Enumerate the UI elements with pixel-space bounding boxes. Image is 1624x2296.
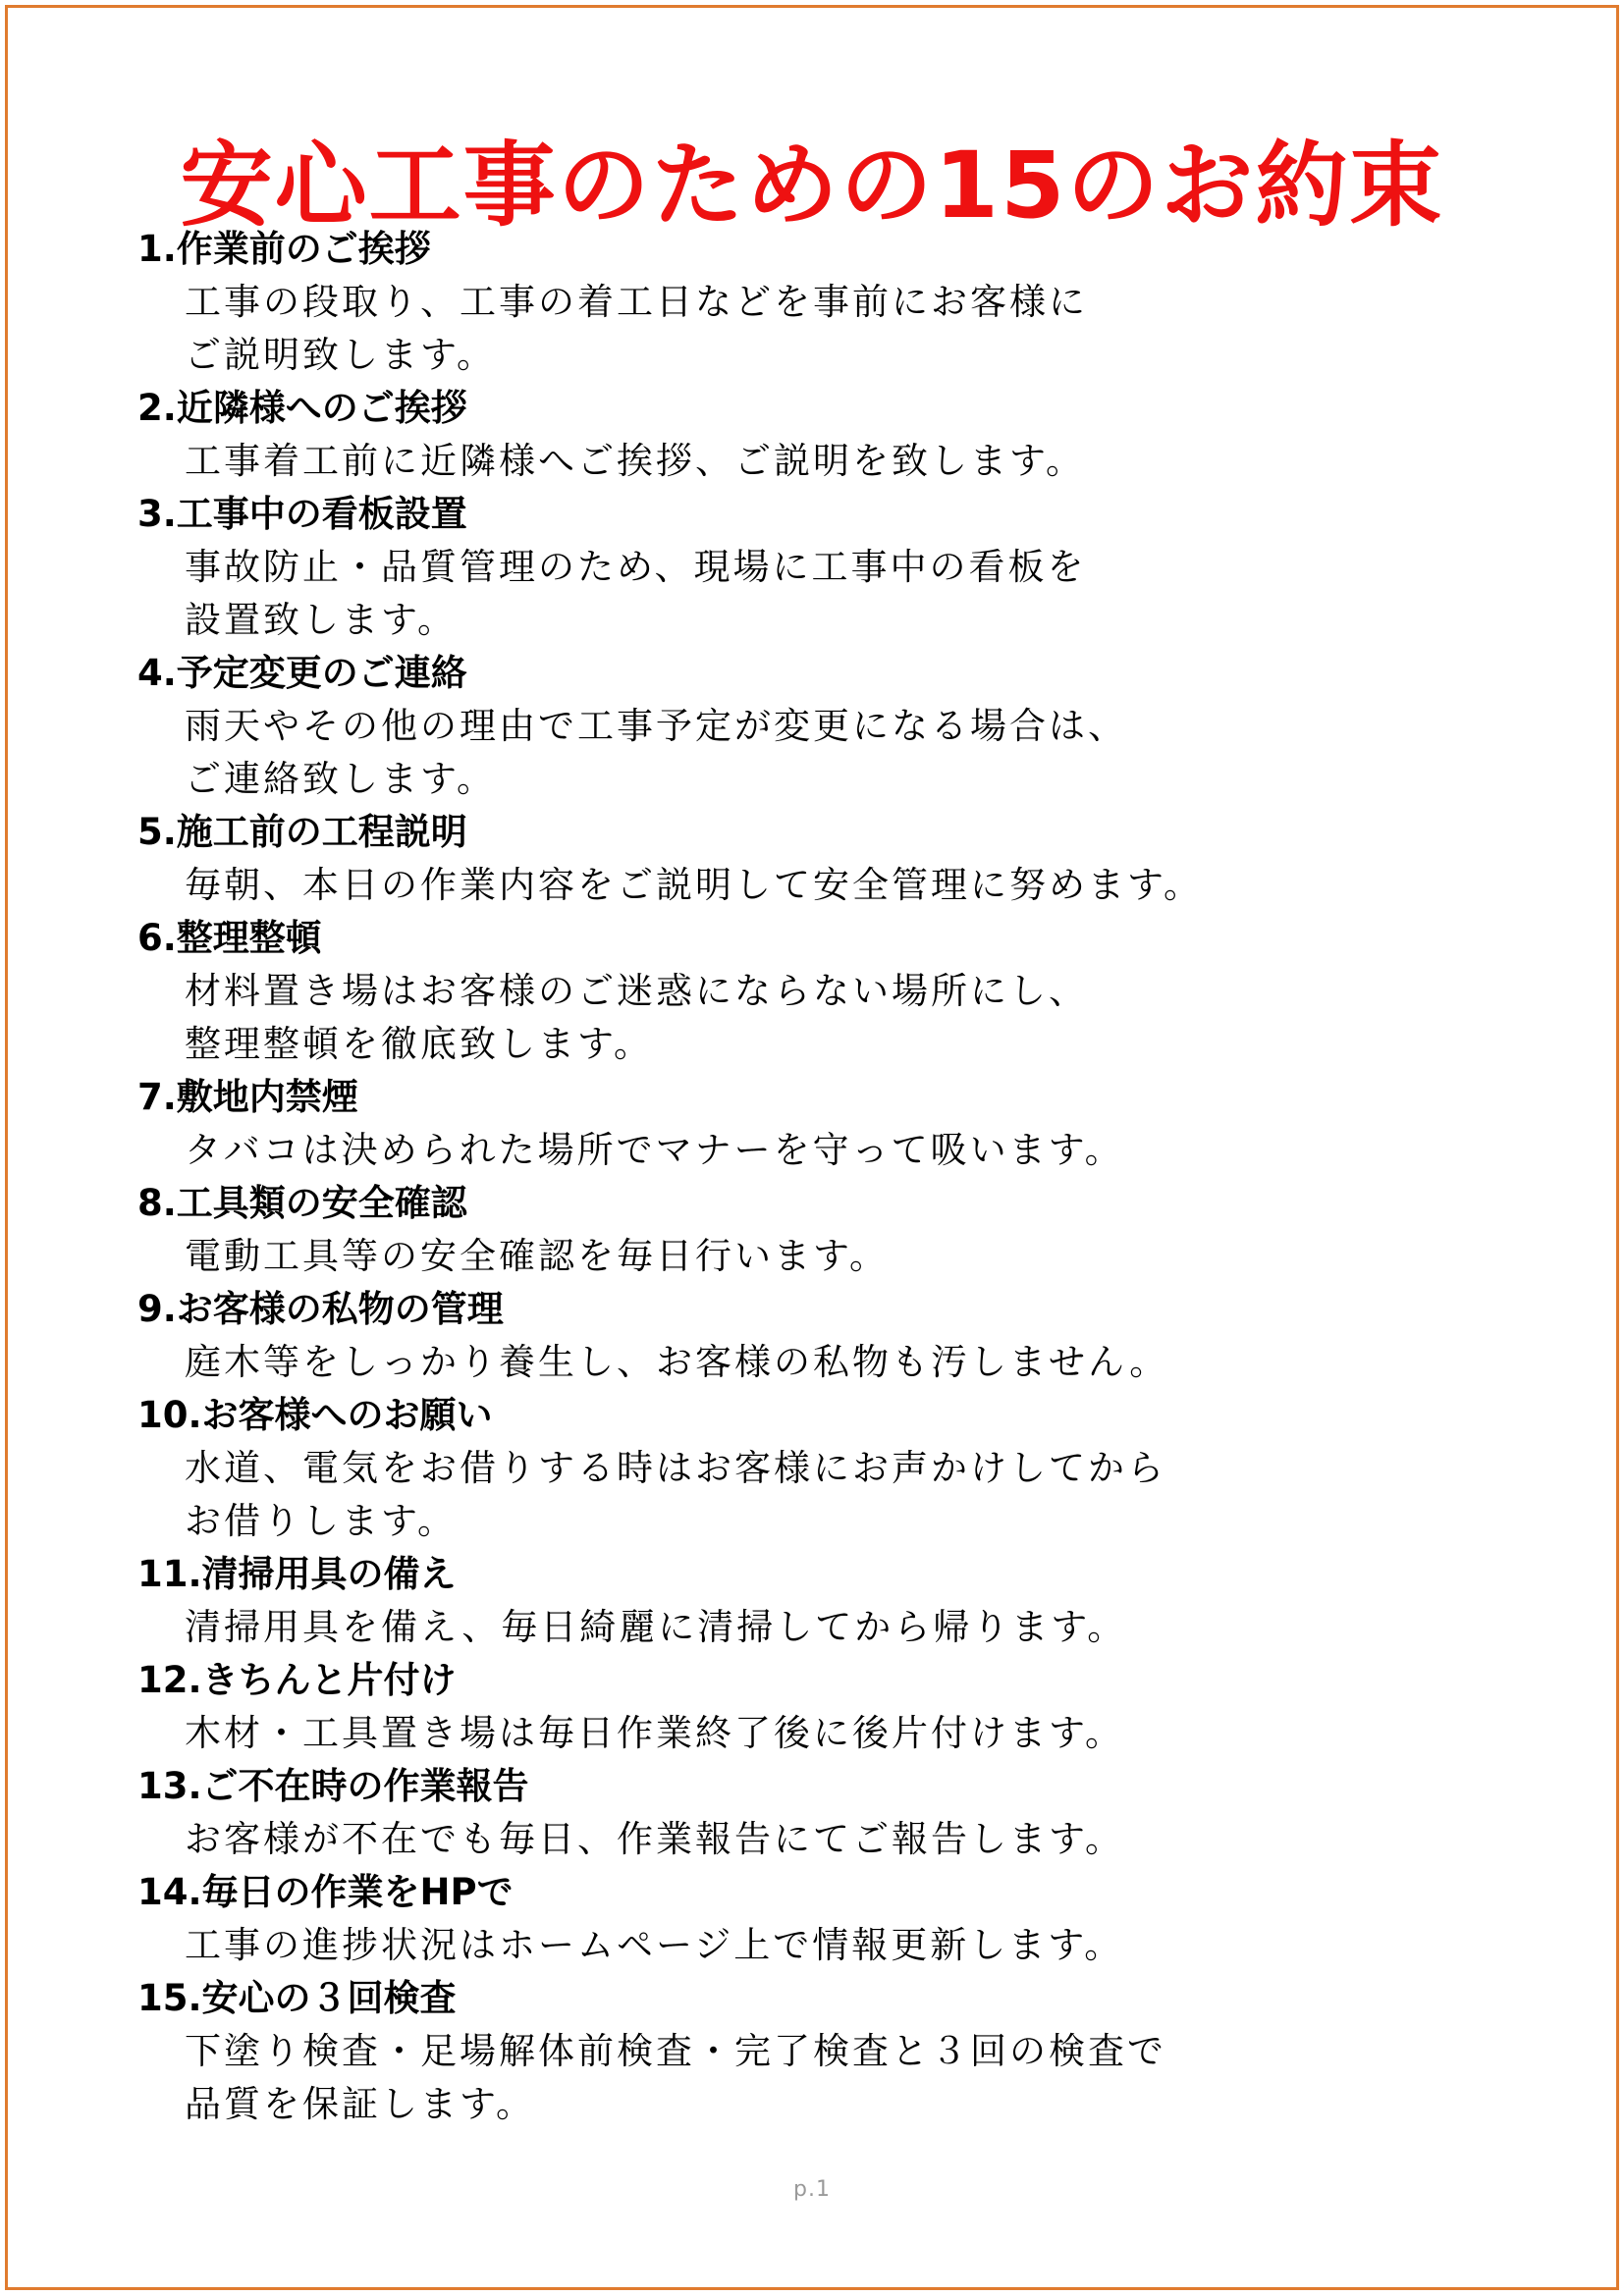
promise-description-line: 雨天やその他の理由で工事予定が変更になる場合は、	[185, 705, 1127, 747]
promise-item	[137, 1283, 1512, 1389]
promise-description-line: 工事着工前に近隣様へご挨拶、ご説明を致します。	[185, 440, 1086, 482]
promise-item	[137, 1071, 1512, 1177]
promise-item	[137, 488, 1512, 647]
promise-item	[137, 806, 1512, 912]
promise-heading: 3.工事中の看板設置	[137, 493, 467, 535]
promise-description-line: 電動工具等の安全確認を毎日行います。	[185, 1235, 890, 1277]
promise-heading: 9.お客様の私物の管理	[137, 1288, 504, 1330]
promise-heading: 14.毎日の作業をHPで	[137, 1871, 514, 1913]
promise-item	[137, 382, 1512, 488]
promise-item	[137, 223, 1512, 382]
promise-heading: 6.整理整頓	[137, 917, 322, 959]
promise-description-line: 整理整頓を徹底致します。	[185, 1023, 654, 1065]
promise-description-line: 毎朝、本日の作業内容をご説明して安全管理に努めます。	[185, 864, 1204, 906]
promise-heading: 15.安心の３回検査	[137, 1977, 457, 2019]
promise-heading: 4.予定変更のご連絡	[137, 652, 467, 694]
promise-heading: 7.敷地内禁煙	[137, 1076, 358, 1118]
page-number: p.1	[793, 2177, 831, 2202]
page-title: 安心工事のための15のお約束	[180, 132, 1444, 240]
promise-item	[137, 1866, 1512, 1972]
promise-heading: 5.施工前の工程説明	[137, 811, 467, 853]
promise-description-line: お客様が不在でも毎日、作業報告にてご報告します。	[185, 1818, 1125, 1860]
promise-heading: 12.きちんと片付け	[137, 1659, 457, 1701]
promise-description-line: 設置致します。	[185, 599, 458, 641]
promise-heading: 8.工具類の安全確認	[137, 1182, 467, 1224]
promise-item	[137, 647, 1512, 806]
promise-item	[137, 1654, 1512, 1760]
promise-heading: 13.ご不在時の作業報告	[137, 1765, 529, 1807]
promise-description-line: 工事の段取り、工事の着工日などを事前にお客様に	[185, 281, 1088, 323]
promise-description-line: ご説明致します。	[185, 334, 497, 376]
promise-description-line: 事故防止・品質管理のため、現場に工事中の看板を	[185, 546, 1087, 588]
promise-description-line: 品質を保証します。	[185, 2083, 536, 2125]
promise-list	[137, 223, 1512, 2131]
promise-description-line: 工事の進捗状況はホームページ上で情報更新します。	[185, 1924, 1124, 1966]
promise-heading: 1.作業前のご挨拶	[137, 228, 431, 270]
promise-description-line: ご連絡致します。	[185, 758, 497, 800]
promise-heading: 11.清掃用具の備え	[137, 1553, 457, 1595]
promise-description-line: 木材・工具置き場は毎日作業終了後に後片付けます。	[185, 1712, 1125, 1754]
promise-description-line: 材料置き場はお客様のご迷惑にならない場所にし、	[185, 970, 1088, 1012]
promise-heading: 10.お客様へのお願い	[137, 1394, 493, 1436]
promise-heading: 2.近隣様へのご挨拶	[137, 387, 467, 429]
promise-item	[137, 1760, 1512, 1866]
promise-item	[137, 1389, 1512, 1548]
promise-description-line: タバコは決められた場所でマナーを守って吸います。	[185, 1129, 1124, 1171]
promise-description-line: お借りします。	[185, 1500, 458, 1542]
promise-description-line: 庭木等をしっかり養生し、お客様の私物も汚しません。	[185, 1341, 1169, 1383]
promise-description-line: 水道、電気をお借りする時はお客様にお声かけしてから	[185, 1447, 1166, 1489]
promise-item	[137, 912, 1512, 1071]
promise-item	[137, 1972, 1512, 2131]
promise-description-line: 下塗り検査・足場解体前検査・完了検査と３回の検査で	[185, 2030, 1166, 2072]
promise-description-line: 清掃用具を備え、毎日綺麗に清掃してから帰ります。	[185, 1606, 1127, 1648]
promise-item	[137, 1177, 1512, 1283]
promise-item	[137, 1548, 1512, 1654]
